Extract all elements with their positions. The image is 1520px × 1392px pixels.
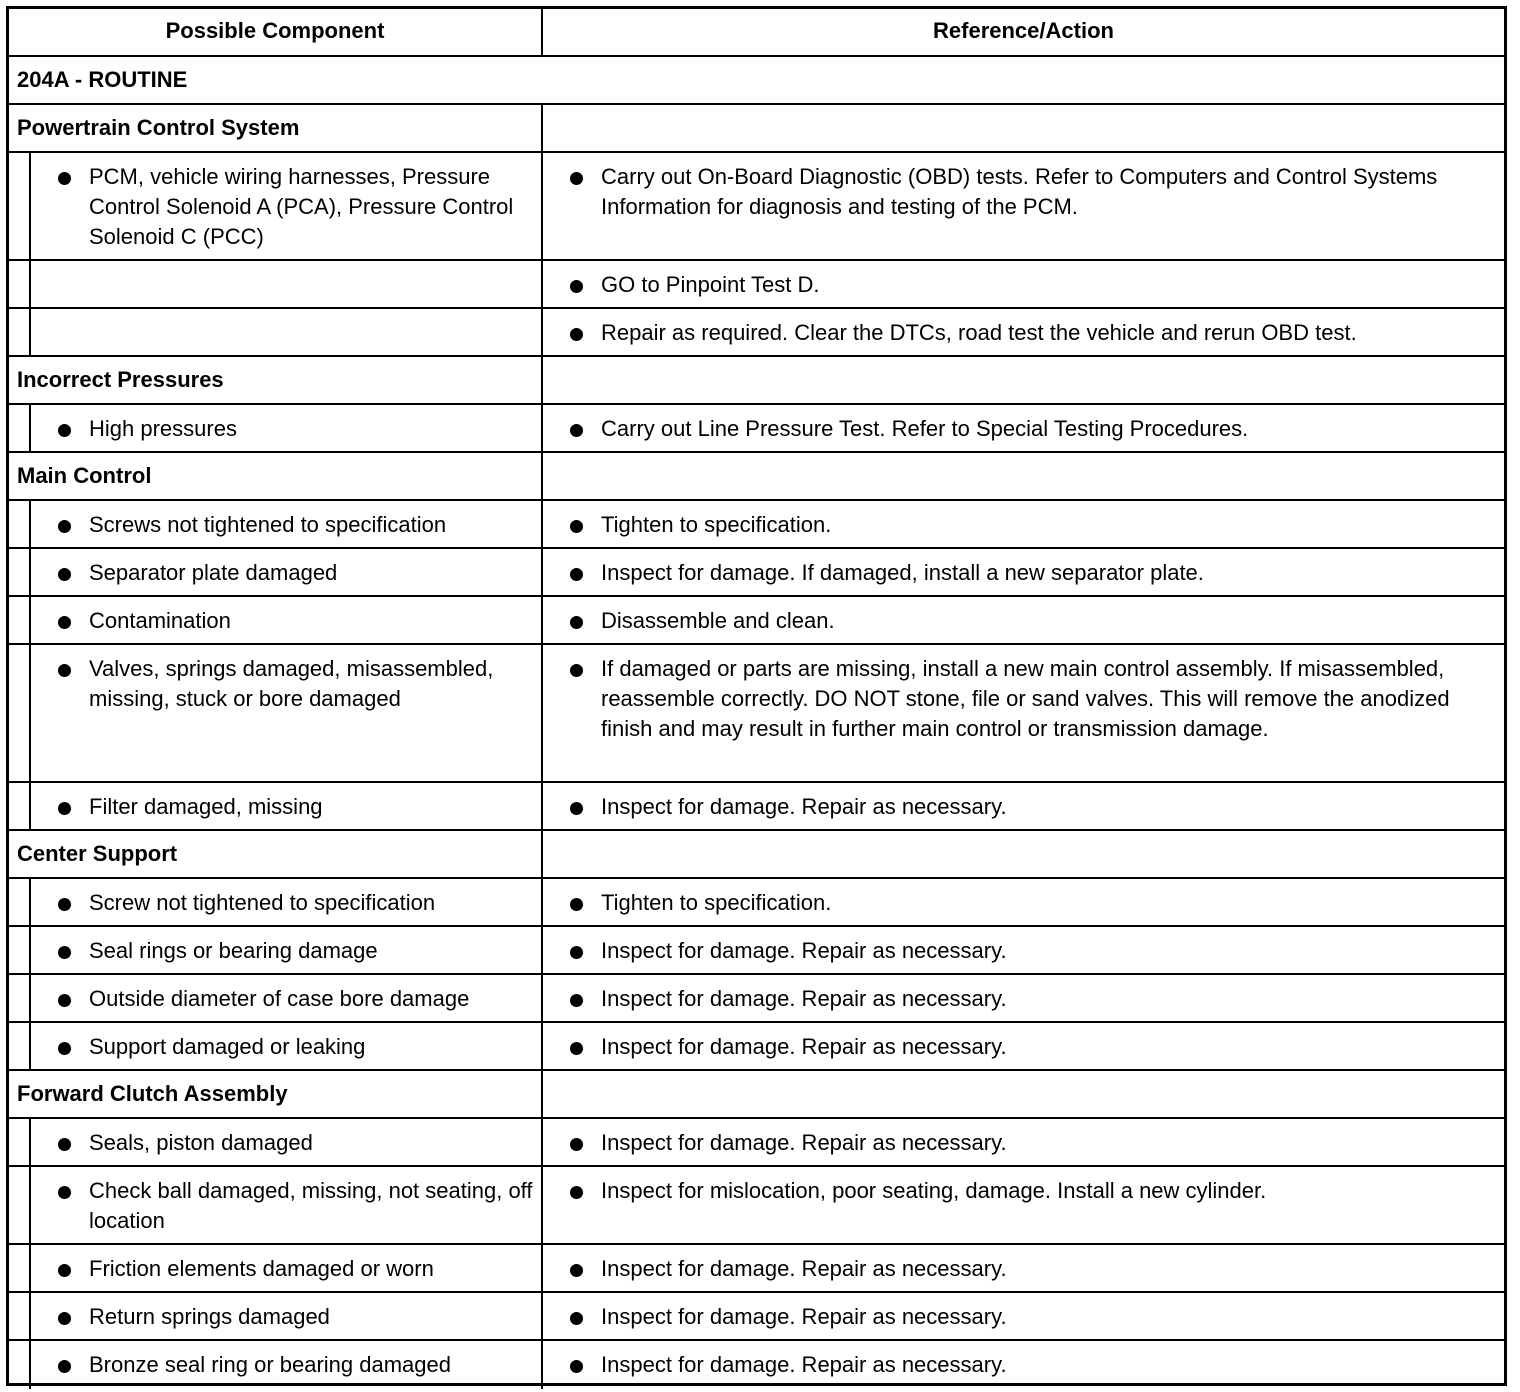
action-cell xyxy=(541,405,1504,451)
item-text-label: Friction elements damaged or worn xyxy=(89,1256,434,1281)
component-cell xyxy=(31,405,541,451)
table-row xyxy=(9,879,1504,927)
bullet-icon xyxy=(570,898,583,911)
action-cell xyxy=(541,501,1504,547)
item-text xyxy=(89,1245,537,1284)
section-blank-cell xyxy=(541,453,1504,499)
action-cell xyxy=(541,783,1504,829)
item-text xyxy=(89,783,537,822)
item-text-label: Filter damaged, missing xyxy=(89,794,323,819)
indent-cell xyxy=(9,153,31,259)
action-cell xyxy=(541,1293,1504,1339)
indent-cell xyxy=(9,783,31,829)
component-cell xyxy=(31,1119,541,1165)
item-text xyxy=(89,501,537,540)
component-cell xyxy=(31,1293,541,1339)
routine-title: 204A - ROUTINE xyxy=(17,67,188,92)
bullet-icon xyxy=(570,616,583,629)
indent-cell xyxy=(9,309,31,355)
bullet-icon xyxy=(570,994,583,1007)
bullet-icon xyxy=(570,1186,583,1199)
header-reference-action: Reference/Action xyxy=(541,9,1504,55)
item-text xyxy=(601,153,1494,222)
section-row xyxy=(9,453,1504,501)
table-row xyxy=(9,153,1504,261)
action-cell xyxy=(541,645,1504,781)
table-row xyxy=(9,1167,1504,1245)
component-cell xyxy=(31,927,541,973)
component-cell xyxy=(31,1167,541,1243)
table-row xyxy=(9,1341,1504,1389)
item-text-label: Screws not tightened to specification xyxy=(89,512,447,537)
item-text xyxy=(601,1245,1494,1284)
section-title: Powertrain Control System xyxy=(17,115,300,140)
bullet-icon xyxy=(570,1312,583,1325)
action-cell xyxy=(541,879,1504,925)
table-row xyxy=(9,975,1504,1023)
item-text-label: Inspect for damage. Repair as necessary. xyxy=(601,938,1007,963)
bullet-icon xyxy=(570,946,583,959)
table-row xyxy=(9,309,1504,357)
section-row xyxy=(9,831,1504,879)
bullet-icon xyxy=(58,802,71,815)
section-row xyxy=(9,357,1504,405)
item-text xyxy=(89,645,537,714)
section-blank-cell xyxy=(541,105,1504,151)
bullet-icon xyxy=(570,1264,583,1277)
item-text-label: Inspect for damage. Repair as necessary. xyxy=(601,1304,1007,1329)
item-text xyxy=(601,309,1494,348)
item-text-label: Valves, springs damaged, misassembled, missing, stuck or bore damaged xyxy=(89,656,494,711)
bullet-icon xyxy=(58,568,71,581)
item-text xyxy=(89,597,537,636)
bullet-icon xyxy=(570,1360,583,1373)
item-text-label: Carry out Line Pressure Test. Refer to Special Testing Procedures. xyxy=(601,416,1249,441)
item-text-label: Inspect for mislocation, poor seating, damage. Install a new cylinder. xyxy=(601,1178,1267,1203)
section-row xyxy=(9,105,1504,153)
item-text-label: GO to Pinpoint Test D. xyxy=(601,272,820,297)
item-text-label: Tighten to specification. xyxy=(601,512,832,537)
bullet-icon xyxy=(570,424,583,437)
bullet-icon xyxy=(58,1138,71,1151)
bullet-icon xyxy=(570,328,583,341)
bullet-icon xyxy=(58,946,71,959)
item-text-label: If damaged or parts are missing, install a new main control assembly. If misassembled, reassemble correctly. DO NOT stone, file or sand valves. This will remove the anodized finish and may result in further main control or transmission damage. xyxy=(601,656,1450,741)
item-text xyxy=(89,927,537,966)
section-row xyxy=(9,1071,1504,1119)
item-text xyxy=(601,1341,1494,1380)
component-cell xyxy=(31,783,541,829)
table-row xyxy=(9,405,1504,453)
bullet-icon xyxy=(58,424,71,437)
indent-cell xyxy=(9,597,31,643)
item-text-label: Seal rings or bearing damage xyxy=(89,938,378,963)
item-text xyxy=(89,1341,537,1380)
table-row xyxy=(9,1023,1504,1071)
component-cell xyxy=(31,549,541,595)
table-row xyxy=(9,1293,1504,1341)
component-cell xyxy=(31,975,541,1021)
section-title: Forward Clutch Assembly xyxy=(17,1081,288,1106)
bullet-icon xyxy=(570,172,583,185)
item-text-label: Carry out On-Board Diagnostic (OBD) tests. Refer to Computers and Control Systems Information for diagnosis and testing of the PCM. xyxy=(601,164,1438,219)
action-cell xyxy=(541,1245,1504,1291)
section-blank-cell xyxy=(541,1071,1504,1117)
table-row xyxy=(9,783,1504,831)
bullet-icon xyxy=(58,520,71,533)
item-text-label: Tighten to specification. xyxy=(601,890,832,915)
component-cell xyxy=(31,1245,541,1291)
item-text xyxy=(601,879,1494,918)
action-cell xyxy=(541,1119,1504,1165)
indent-cell xyxy=(9,549,31,595)
item-text xyxy=(601,1293,1494,1332)
item-text-label: Screw not tightened to specification xyxy=(89,890,436,915)
bullet-icon xyxy=(58,1042,71,1055)
action-cell xyxy=(541,309,1504,355)
table-row xyxy=(9,549,1504,597)
component-cell xyxy=(31,645,541,781)
item-text xyxy=(601,975,1494,1014)
bullet-icon xyxy=(58,172,71,185)
table-row xyxy=(9,261,1504,309)
bullet-icon xyxy=(58,994,71,1007)
section-title: Center Support xyxy=(17,841,178,866)
item-text xyxy=(89,153,537,252)
bullet-icon xyxy=(58,1186,71,1199)
action-cell xyxy=(541,261,1504,307)
item-text-label: Seals, piston damaged xyxy=(89,1130,313,1155)
table-row xyxy=(9,501,1504,549)
item-text-label: Separator plate damaged xyxy=(89,560,338,585)
item-text-label: Inspect for damage. Repair as necessary. xyxy=(601,794,1007,819)
component-cell xyxy=(31,153,541,259)
item-text-label: PCM, vehicle wiring harnesses, Pressure Control Solenoid A (PCA), Pressure Control Solenoid C (PCC) xyxy=(89,164,514,249)
indent-cell xyxy=(9,501,31,547)
item-text xyxy=(601,645,1494,744)
bullet-icon xyxy=(58,1264,71,1277)
bullet-icon xyxy=(570,802,583,815)
indent-cell xyxy=(9,1341,31,1389)
item-text-label: Outside diameter of case bore damage xyxy=(89,986,470,1011)
item-text xyxy=(89,549,537,588)
title-row xyxy=(9,57,1504,105)
indent-cell xyxy=(9,1119,31,1165)
item-text xyxy=(89,975,537,1014)
action-cell xyxy=(541,597,1504,643)
table-row xyxy=(9,597,1504,645)
action-cell xyxy=(541,549,1504,595)
indent-cell xyxy=(9,1245,31,1291)
item-text-label: Return springs damaged xyxy=(89,1304,330,1329)
diagnostic-table xyxy=(6,6,1507,1386)
bullet-icon xyxy=(570,280,583,293)
section-blank-cell xyxy=(541,357,1504,403)
item-text-label: Inspect for damage. Repair as necessary. xyxy=(601,1130,1007,1155)
bullet-icon xyxy=(58,1312,71,1325)
action-cell xyxy=(541,927,1504,973)
item-text xyxy=(601,405,1494,444)
item-text xyxy=(89,1023,537,1062)
component-cell xyxy=(31,261,541,307)
indent-cell xyxy=(9,879,31,925)
component-cell xyxy=(31,309,541,355)
item-text xyxy=(601,1167,1494,1206)
action-cell xyxy=(541,975,1504,1021)
section-blank-cell xyxy=(541,831,1504,877)
table-row xyxy=(9,1119,1504,1167)
action-cell xyxy=(541,153,1504,259)
item-text-label: Inspect for damage. Repair as necessary. xyxy=(601,986,1007,1011)
action-cell xyxy=(541,1023,1504,1069)
item-text-label: Support damaged or leaking xyxy=(89,1034,366,1059)
item-text xyxy=(89,1167,537,1236)
header-row xyxy=(9,9,1504,57)
item-text-label: Inspect for damage. Repair as necessary. xyxy=(601,1034,1007,1059)
action-cell xyxy=(541,1167,1504,1243)
item-text xyxy=(601,783,1494,822)
item-text xyxy=(601,1119,1494,1158)
bullet-icon xyxy=(58,664,71,677)
item-text-label: Bronze seal ring or bearing damaged xyxy=(89,1352,452,1377)
item-text xyxy=(601,597,1494,636)
indent-cell xyxy=(9,975,31,1021)
item-text xyxy=(601,261,1494,300)
item-text xyxy=(601,927,1494,966)
bullet-icon xyxy=(570,1042,583,1055)
bullet-icon xyxy=(570,568,583,581)
action-cell xyxy=(541,1341,1504,1389)
item-text-label: Inspect for damage. If damaged, install a new separator plate. xyxy=(601,560,1204,585)
item-text xyxy=(89,1119,537,1158)
header-possible-component: Possible Component xyxy=(165,18,385,43)
item-text xyxy=(89,1293,537,1332)
component-cell xyxy=(31,501,541,547)
bullet-icon xyxy=(570,1138,583,1151)
item-text-label: Contamination xyxy=(89,608,231,633)
item-text-label: Inspect for damage. Repair as necessary. xyxy=(601,1256,1007,1281)
indent-cell xyxy=(9,405,31,451)
item-text xyxy=(601,1023,1494,1062)
indent-cell xyxy=(9,645,31,781)
indent-cell xyxy=(9,1167,31,1243)
table-row xyxy=(9,645,1504,783)
component-cell xyxy=(31,1341,541,1389)
item-text xyxy=(89,405,537,444)
table-row xyxy=(9,927,1504,975)
table-row xyxy=(9,1245,1504,1293)
item-text xyxy=(601,549,1494,588)
item-text-label: Check ball damaged, missing, not seating, off location xyxy=(89,1178,533,1233)
bullet-icon xyxy=(570,520,583,533)
item-text-label: High pressures xyxy=(89,416,237,441)
component-cell xyxy=(31,597,541,643)
item-text xyxy=(89,879,537,918)
indent-cell xyxy=(9,261,31,307)
bullet-icon xyxy=(570,664,583,677)
bullet-icon xyxy=(58,616,71,629)
item-text-label: Inspect for damage. Repair as necessary. xyxy=(601,1352,1007,1377)
indent-cell xyxy=(9,1023,31,1069)
bullet-icon xyxy=(58,898,71,911)
component-cell xyxy=(31,1023,541,1069)
section-title: Main Control xyxy=(17,463,152,488)
indent-cell xyxy=(9,927,31,973)
item-text-label: Repair as required. Clear the DTCs, road test the vehicle and rerun OBD test. xyxy=(601,320,1357,345)
component-cell xyxy=(31,879,541,925)
bullet-icon xyxy=(58,1360,71,1373)
item-text xyxy=(601,501,1494,540)
item-text-label: Disassemble and clean. xyxy=(601,608,835,633)
indent-cell xyxy=(9,1293,31,1339)
section-title: Incorrect Pressures xyxy=(17,367,224,392)
